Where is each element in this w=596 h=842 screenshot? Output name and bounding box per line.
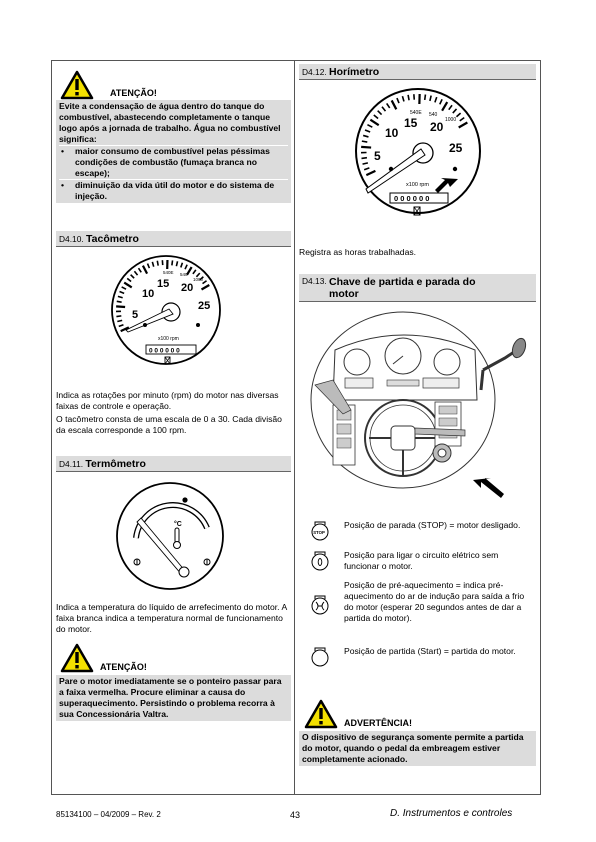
- section-number: D4.13.: [302, 276, 327, 286]
- stop-icon: [310, 520, 330, 542]
- warning-box: [299, 731, 536, 766]
- footer-doc: 85134100 – 04/2009 – Rev. 2: [56, 810, 161, 819]
- warning-icon: [304, 699, 338, 729]
- column-divider: [294, 60, 295, 795]
- warning-title: ATENÇÃO!: [100, 662, 147, 672]
- gauge-number: 5: [374, 149, 381, 163]
- hourmeter-gauge: [354, 83, 482, 223]
- section-title: Termômetro: [85, 458, 146, 470]
- chapter-title: D. Instrumentos e controles: [390, 808, 513, 819]
- gauge-tick: [117, 301, 122, 302]
- gauge-number: 10: [142, 288, 155, 300]
- tachometer-gauge: [110, 250, 222, 372]
- gauge-mark: 540: [429, 112, 438, 118]
- gauge-number: 5: [132, 309, 139, 321]
- paragraph: Registra as horas trabalhadas.: [299, 247, 417, 257]
- gauge-tick: [157, 261, 158, 266]
- section-header-tacometro: [56, 231, 291, 247]
- key-position-text: Posição para ligar o circuito elétrico sem funcionar o motor.: [344, 550, 499, 571]
- gauge-tick: [425, 94, 426, 99]
- gauge-tick: [361, 158, 366, 159]
- warning-title: ADVERTÊNCIA!: [344, 718, 413, 728]
- start-icon: [310, 646, 330, 668]
- warning-title: ATENÇÃO!: [110, 88, 157, 98]
- warning-icon: [60, 643, 94, 673]
- gauge-unit: °C: [174, 521, 182, 528]
- paragraph: Indica as rotações por minuto (rpm) do motor nas diversas faixas de controle e operação.: [56, 390, 279, 412]
- gauge-tick: [116, 316, 121, 317]
- warning-icon: [60, 70, 94, 100]
- page-number: 43: [290, 810, 301, 820]
- odometer: 0 0 0 0 0 0: [394, 194, 430, 203]
- warning-text: O dispositivo de segurança somente permite a partida do motor, quando o pedal da embreagem estiver completamente acionado.: [302, 732, 524, 764]
- key-position-row: [310, 520, 536, 544]
- section-title: Tacômetro: [86, 233, 139, 245]
- odometer: 0 0 0 0 0 0: [149, 347, 180, 355]
- preheat-icon: [310, 594, 330, 616]
- list-item: • diminuição da vida útil do motor e do sistema de injeção.: [59, 179, 288, 202]
- section-number: D4.10.: [59, 234, 84, 244]
- gauge-number: 20: [430, 120, 444, 134]
- section-header-termometro: [56, 456, 291, 472]
- warning-box: [56, 675, 291, 721]
- gauge-number: 25: [449, 141, 463, 155]
- warning-list: [59, 145, 288, 202]
- gauge-mark: 1000: [193, 277, 204, 282]
- warning-text: Evite a condensação de água dentro do tanque do combustível, abastecendo completamente o tanque logo após a jornada de trabalho. Água no combustível significa:: [59, 101, 281, 144]
- key-position-text: Posição de parada (STOP) = motor desligado.: [344, 520, 521, 530]
- gauge-tick: [117, 320, 122, 321]
- warning-box: [56, 100, 291, 203]
- gauge-tick: [176, 261, 177, 266]
- warning-text: Pare o motor imediatamente se o ponteiro passar para a faixa vermelha. Procure eliminar a causa do superaquecimento. Persistindo o problema recorra à sua Concessionária Valtra.: [59, 676, 282, 719]
- list-item: • maior consumo de combustível pelas péssimas condições de combustão (fumaça branca no escape);: [59, 145, 288, 179]
- gauge-number: 20: [181, 282, 194, 294]
- gauge-unit: x100 rpm: [158, 336, 179, 342]
- section-header-chave: [299, 274, 536, 302]
- gauge-mark: 1000: [445, 117, 457, 123]
- gauge-unit: x100 rpm: [406, 182, 429, 188]
- gauge-tick: [361, 147, 371, 148]
- section-number: D4.11.: [59, 459, 84, 469]
- gauge-number: 10: [385, 126, 399, 140]
- key-position-row: [310, 550, 536, 574]
- gauge-tick: [172, 260, 173, 265]
- paragraph: Indica a temperatura do líquido de arrefecimento do motor. A faixa branca indica a temperatura normal de funcionamento do motor.: [56, 602, 287, 635]
- dashboard-illustration: [305, 310, 537, 500]
- section-title: Chave de partida e parada do motor: [329, 276, 476, 300]
- gauge-number: 15: [404, 116, 418, 130]
- section-number: D4.12.: [302, 67, 327, 77]
- gauge-mark: 540: [180, 272, 188, 277]
- gauge-tick: [408, 95, 409, 100]
- gauge-number: 25: [198, 300, 211, 312]
- section-title: Horímetro: [329, 66, 380, 78]
- key-position-row: [310, 646, 536, 670]
- key-position-text: Posição de partida (Start) = partida do motor.: [344, 646, 516, 656]
- stop-label: STOP: [313, 530, 325, 535]
- thermometer-gauge: [114, 480, 226, 592]
- paragraph: O tacômetro consta de uma escala de 0 a 30. Cada divisão da escala corresponde a 100 rpm.: [56, 414, 282, 436]
- gauge-tick: [362, 141, 367, 142]
- gauge-mark: 540E: [163, 270, 174, 275]
- gauge-number: 15: [157, 278, 170, 290]
- key-position-row: [310, 580, 536, 640]
- section-header-horimetro: [299, 64, 536, 80]
- ignition-icon: [310, 550, 330, 572]
- key-position-text: Posição de pré-aquecimento = indica pré-aquecimento do ar de indução para saída a frio do motor (esperar 20 segundos antes de dar a partida do motor).: [344, 580, 525, 623]
- gauge-mark: 540E: [410, 110, 422, 116]
- gauge-tick: [116, 306, 125, 307]
